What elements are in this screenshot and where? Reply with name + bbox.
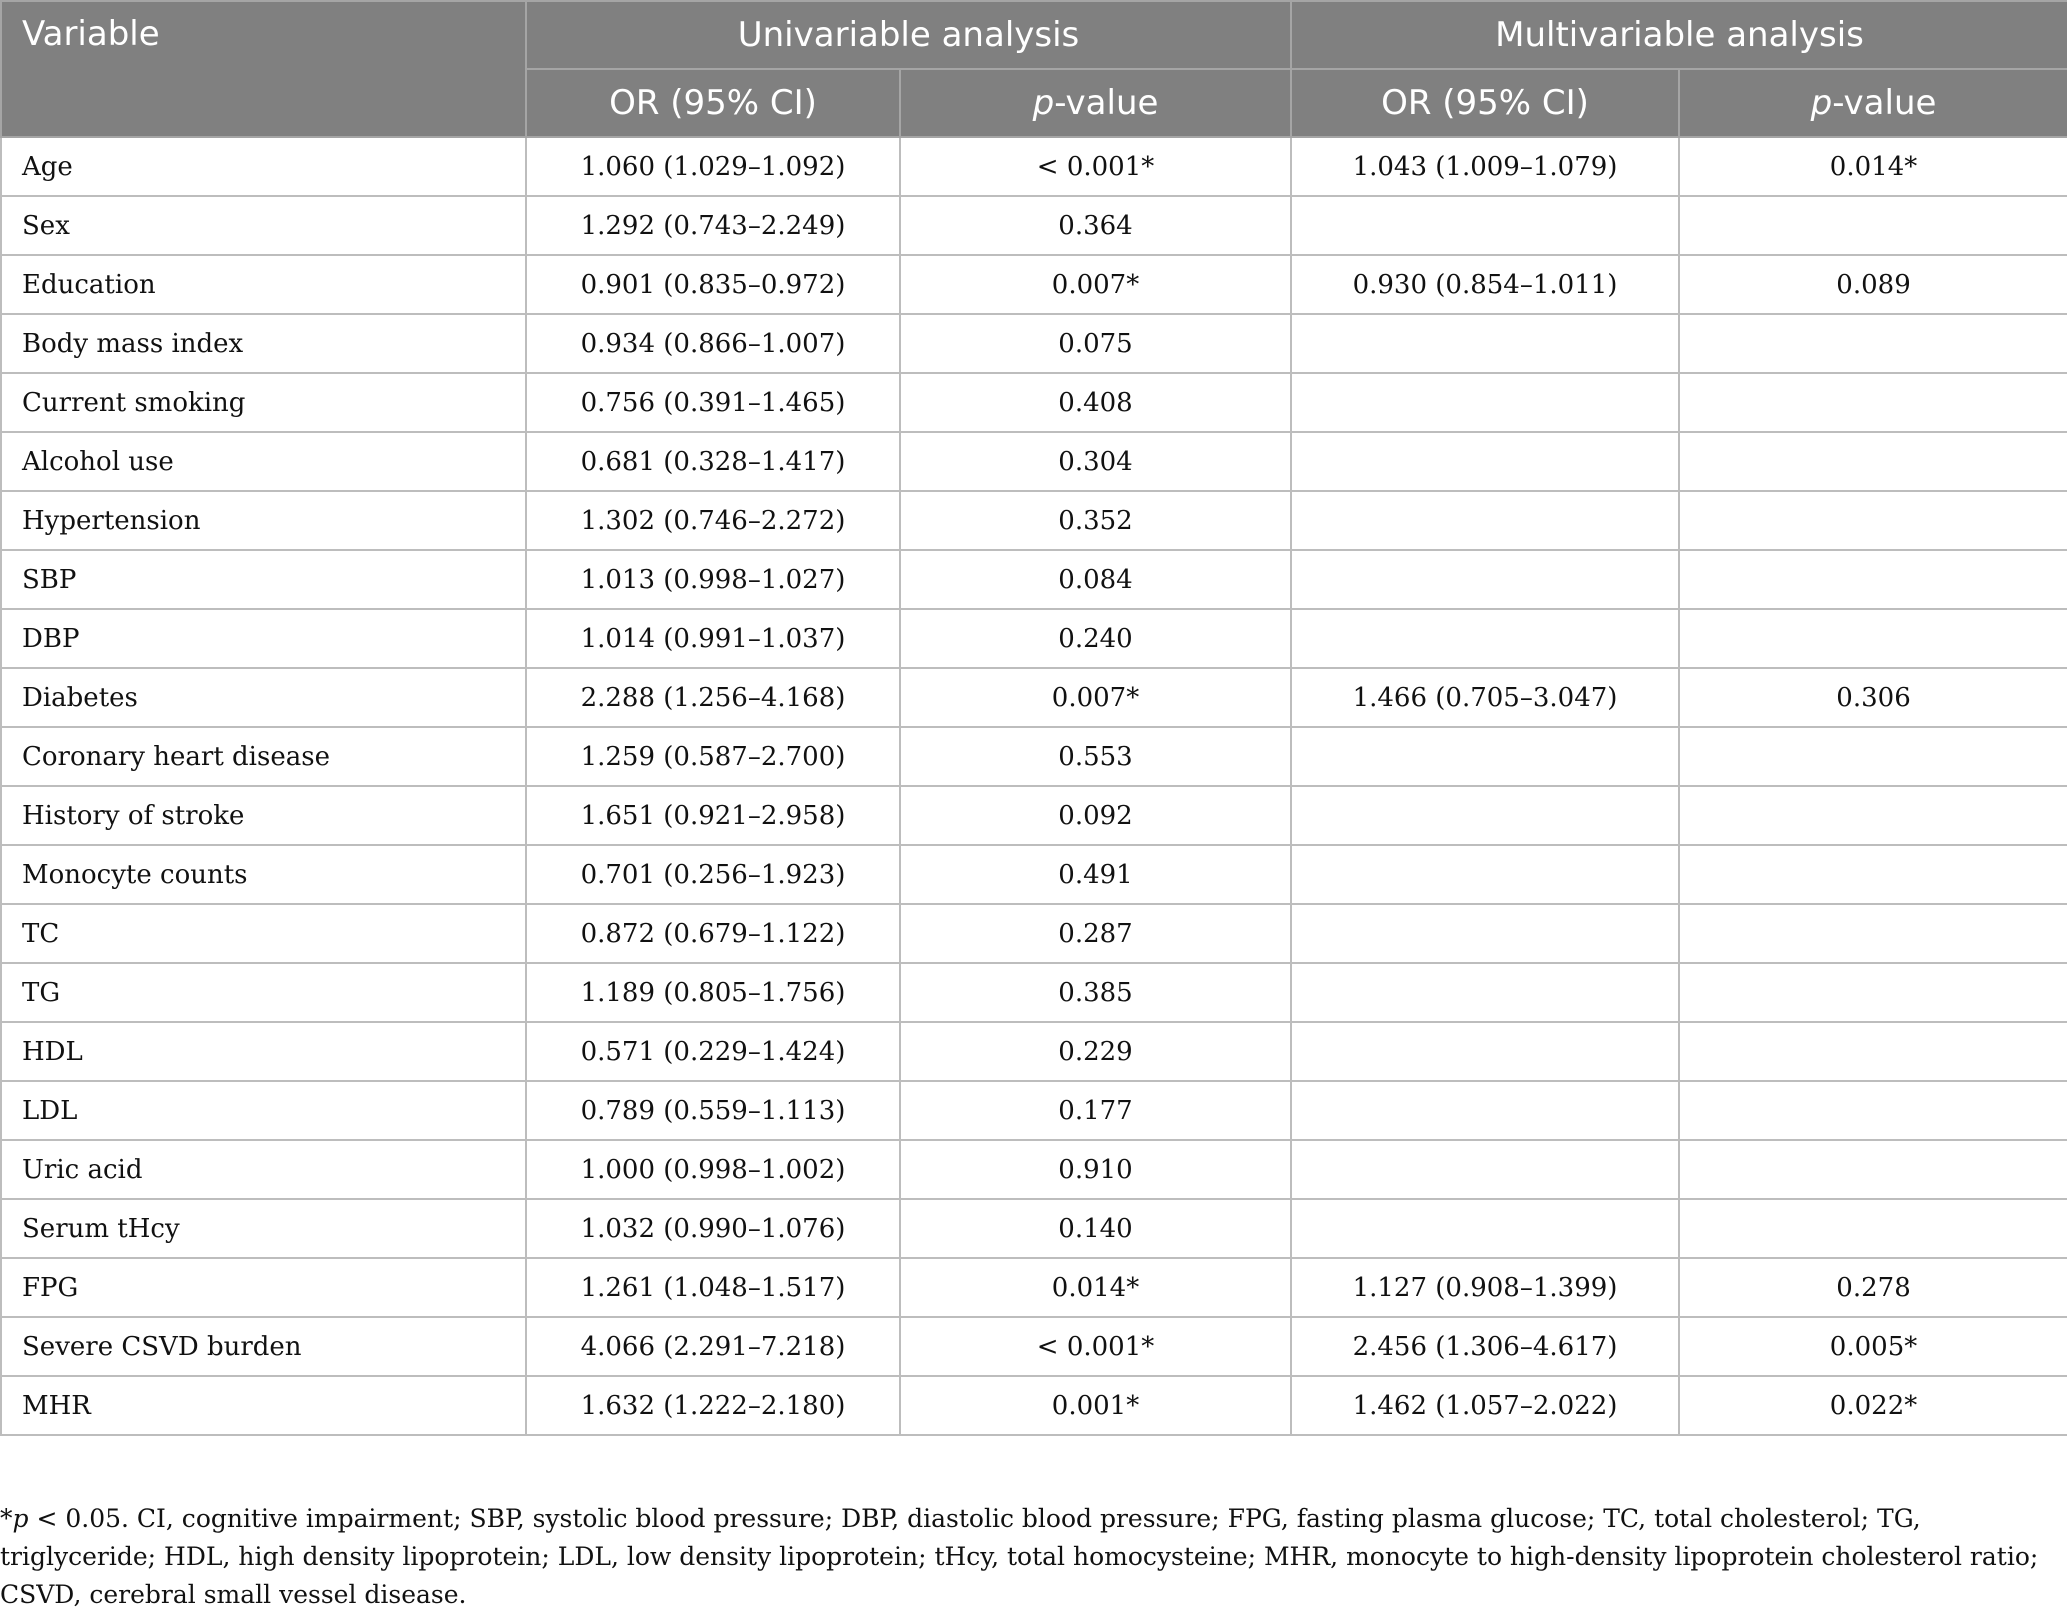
cell-uni-p: 0.092 <box>900 786 1291 845</box>
cell-multi-or <box>1291 432 1679 491</box>
cell-multi-or <box>1291 491 1679 550</box>
cell-variable: SBP <box>1 550 526 609</box>
cell-variable: Severe CSVD burden <box>1 1317 526 1376</box>
cell-uni-or: 0.872 (0.679–1.122) <box>526 904 900 963</box>
cell-multi-p <box>1679 432 2067 491</box>
cell-variable: FPG <box>1 1258 526 1317</box>
table-row <box>1 255 2067 314</box>
cell-uni-p: < 0.001* <box>900 1317 1291 1376</box>
cell-uni-p: 0.408 <box>900 373 1291 432</box>
cell-uni-p: 0.385 <box>900 963 1291 1022</box>
cell-uni-p: 0.001* <box>900 1376 1291 1435</box>
footnote-star: * <box>0 1504 13 1533</box>
cell-multi-p <box>1679 786 2067 845</box>
cell-variable: TG <box>1 963 526 1022</box>
cell-multi-p: 0.022* <box>1679 1376 2067 1435</box>
cell-variable: Serum tHcy <box>1 1199 526 1258</box>
cell-uni-p: 0.007* <box>900 668 1291 727</box>
cell-uni-p: 0.177 <box>900 1081 1291 1140</box>
cell-multi-or: 1.466 (0.705–3.047) <box>1291 668 1679 727</box>
table-row <box>1 963 2067 1022</box>
cell-multi-or <box>1291 1140 1679 1199</box>
cell-variable: Alcohol use <box>1 432 526 491</box>
cell-variable: Sex <box>1 196 526 255</box>
cell-uni-or: 1.259 (0.587–2.700) <box>526 727 900 786</box>
cell-multi-or <box>1291 904 1679 963</box>
header-univariable: Univariable analysis <box>526 1 1291 69</box>
cell-variable: Hypertension <box>1 491 526 550</box>
cell-variable: Uric acid <box>1 1140 526 1199</box>
header-multi-p <box>1679 69 2067 137</box>
cell-multi-or: 2.456 (1.306–4.617) <box>1291 1317 1679 1376</box>
cell-uni-p: 0.910 <box>900 1140 1291 1199</box>
table-header <box>1 1 2067 137</box>
cell-multi-p <box>1679 609 2067 668</box>
cell-uni-or: 0.701 (0.256–1.923) <box>526 845 900 904</box>
cell-multi-p <box>1679 196 2067 255</box>
cell-multi-or <box>1291 786 1679 845</box>
p-suffix: -value <box>1054 83 1159 123</box>
cell-multi-or <box>1291 373 1679 432</box>
table-row <box>1 1258 2067 1317</box>
cell-multi-p <box>1679 963 2067 1022</box>
cell-uni-p: 0.075 <box>900 314 1291 373</box>
footnote-p-letter: p <box>12 1504 29 1533</box>
table-row <box>1 196 2067 255</box>
table-footnote <box>0 1500 2050 1614</box>
cell-variable: HDL <box>1 1022 526 1081</box>
header-uni-or: OR (95% CI) <box>526 69 900 137</box>
table-row <box>1 609 2067 668</box>
cell-multi-p <box>1679 373 2067 432</box>
table-row <box>1 786 2067 845</box>
table-row <box>1 550 2067 609</box>
header-multi-or: OR (95% CI) <box>1291 69 1679 137</box>
cell-multi-or <box>1291 550 1679 609</box>
cell-multi-p <box>1679 1199 2067 1258</box>
cell-multi-p: 0.014* <box>1679 137 2067 196</box>
cell-uni-or: 1.292 (0.743–2.249) <box>526 196 900 255</box>
cell-multi-p <box>1679 904 2067 963</box>
p-letter: p <box>1032 83 1055 123</box>
cell-uni-p: 0.364 <box>900 196 1291 255</box>
table-row <box>1 1022 2067 1081</box>
cell-multi-p: 0.005* <box>1679 1317 2067 1376</box>
cell-multi-p <box>1679 491 2067 550</box>
cell-multi-or <box>1291 196 1679 255</box>
table-row <box>1 1376 2067 1435</box>
table-body <box>1 137 2067 1435</box>
table-row <box>1 727 2067 786</box>
cell-uni-or: 0.571 (0.229–1.424) <box>526 1022 900 1081</box>
p-suffix: -value <box>1832 83 1937 123</box>
table-row <box>1 137 2067 196</box>
cell-variable: LDL <box>1 1081 526 1140</box>
table-row <box>1 1317 2067 1376</box>
table-row <box>1 1081 2067 1140</box>
cell-uni-or: 0.934 (0.866–1.007) <box>526 314 900 373</box>
cell-uni-p: 0.553 <box>900 727 1291 786</box>
cell-variable: DBP <box>1 609 526 668</box>
cell-variable: Age <box>1 137 526 196</box>
table-row <box>1 845 2067 904</box>
cell-uni-p: 0.007* <box>900 255 1291 314</box>
header-variable: Variable <box>1 1 526 137</box>
cell-uni-or: 0.789 (0.559–1.113) <box>526 1081 900 1140</box>
cell-uni-p: 0.240 <box>900 609 1291 668</box>
cell-uni-p: 0.287 <box>900 904 1291 963</box>
cell-variable: Monocyte counts <box>1 845 526 904</box>
cell-multi-or: 1.127 (0.908–1.399) <box>1291 1258 1679 1317</box>
table-row <box>1 904 2067 963</box>
table-row <box>1 1199 2067 1258</box>
cell-multi-or <box>1291 609 1679 668</box>
cell-uni-or: 0.901 (0.835–0.972) <box>526 255 900 314</box>
cell-multi-p <box>1679 1022 2067 1081</box>
cell-uni-or: 1.651 (0.921–2.958) <box>526 786 900 845</box>
cell-multi-or <box>1291 314 1679 373</box>
cell-uni-or: 1.261 (1.048–1.517) <box>526 1258 900 1317</box>
table-row <box>1 373 2067 432</box>
cell-variable: MHR <box>1 1376 526 1435</box>
cell-variable: Body mass index <box>1 314 526 373</box>
cell-uni-or: 1.189 (0.805–1.756) <box>526 963 900 1022</box>
cell-multi-p <box>1679 1140 2067 1199</box>
table-row <box>1 1140 2067 1199</box>
cell-variable: History of stroke <box>1 786 526 845</box>
cell-uni-or: 0.681 (0.328–1.417) <box>526 432 900 491</box>
footnote-text: < 0.05. CI, cognitive impairment; SBP, systolic blood pressure; DBP, diastolic blood pressure; FPG, fasting plasma glucose; TC, total cholesterol; TG, triglyceride; HDL, high density lipoprotein; LDL, low density lipoprotein; tHcy, total homocysteine; MHR, monocyte to high-density lipoprotein cholesterol ratio; CSVD, cerebral small vessel disease. <box>0 1504 2039 1609</box>
cell-multi-or <box>1291 845 1679 904</box>
cell-multi-or <box>1291 1081 1679 1140</box>
cell-multi-or <box>1291 963 1679 1022</box>
cell-multi-p <box>1679 1081 2067 1140</box>
cell-multi-p <box>1679 727 2067 786</box>
cell-uni-p: 0.014* <box>900 1258 1291 1317</box>
table-row <box>1 491 2067 550</box>
cell-multi-or: 1.043 (1.009–1.079) <box>1291 137 1679 196</box>
cell-uni-or: 2.288 (1.256–4.168) <box>526 668 900 727</box>
table-row <box>1 432 2067 491</box>
cell-uni-or: 1.014 (0.991–1.037) <box>526 609 900 668</box>
cell-uni-or: 1.000 (0.998–1.002) <box>526 1140 900 1199</box>
table-row <box>1 314 2067 373</box>
cell-uni-or: 0.756 (0.391–1.465) <box>526 373 900 432</box>
cell-multi-or: 0.930 (0.854–1.011) <box>1291 255 1679 314</box>
header-multivariable: Multivariable analysis <box>1291 1 2067 69</box>
cell-uni-p: 0.229 <box>900 1022 1291 1081</box>
cell-uni-p: 0.084 <box>900 550 1291 609</box>
cell-uni-or: 1.632 (1.222–2.180) <box>526 1376 900 1435</box>
header-uni-p <box>900 69 1291 137</box>
cell-multi-or <box>1291 1022 1679 1081</box>
cell-multi-or <box>1291 1199 1679 1258</box>
cell-variable: Diabetes <box>1 668 526 727</box>
cell-multi-p: 0.278 <box>1679 1258 2067 1317</box>
p-letter: p <box>1810 83 1833 123</box>
cell-multi-p: 0.089 <box>1679 255 2067 314</box>
cell-multi-or: 1.462 (1.057–2.022) <box>1291 1376 1679 1435</box>
cell-multi-p <box>1679 845 2067 904</box>
cell-uni-or: 1.032 (0.990–1.076) <box>526 1199 900 1258</box>
cell-uni-p: 0.304 <box>900 432 1291 491</box>
cell-multi-or <box>1291 727 1679 786</box>
cell-multi-p <box>1679 550 2067 609</box>
cell-variable: Current smoking <box>1 373 526 432</box>
cell-uni-p: 0.352 <box>900 491 1291 550</box>
cell-uni-p: 0.140 <box>900 1199 1291 1258</box>
cell-uni-or: 1.302 (0.746–2.272) <box>526 491 900 550</box>
cell-variable: Coronary heart disease <box>1 727 526 786</box>
cell-uni-or: 1.060 (1.029–1.092) <box>526 137 900 196</box>
cell-variable: Education <box>1 255 526 314</box>
cell-multi-p <box>1679 314 2067 373</box>
cell-variable: TC <box>1 904 526 963</box>
cell-uni-or: 1.013 (0.998–1.027) <box>526 550 900 609</box>
cell-uni-p: < 0.001* <box>900 137 1291 196</box>
table-row <box>1 668 2067 727</box>
cell-uni-or: 4.066 (2.291–7.218) <box>526 1317 900 1376</box>
cell-multi-p: 0.306 <box>1679 668 2067 727</box>
cell-uni-p: 0.491 <box>900 845 1291 904</box>
